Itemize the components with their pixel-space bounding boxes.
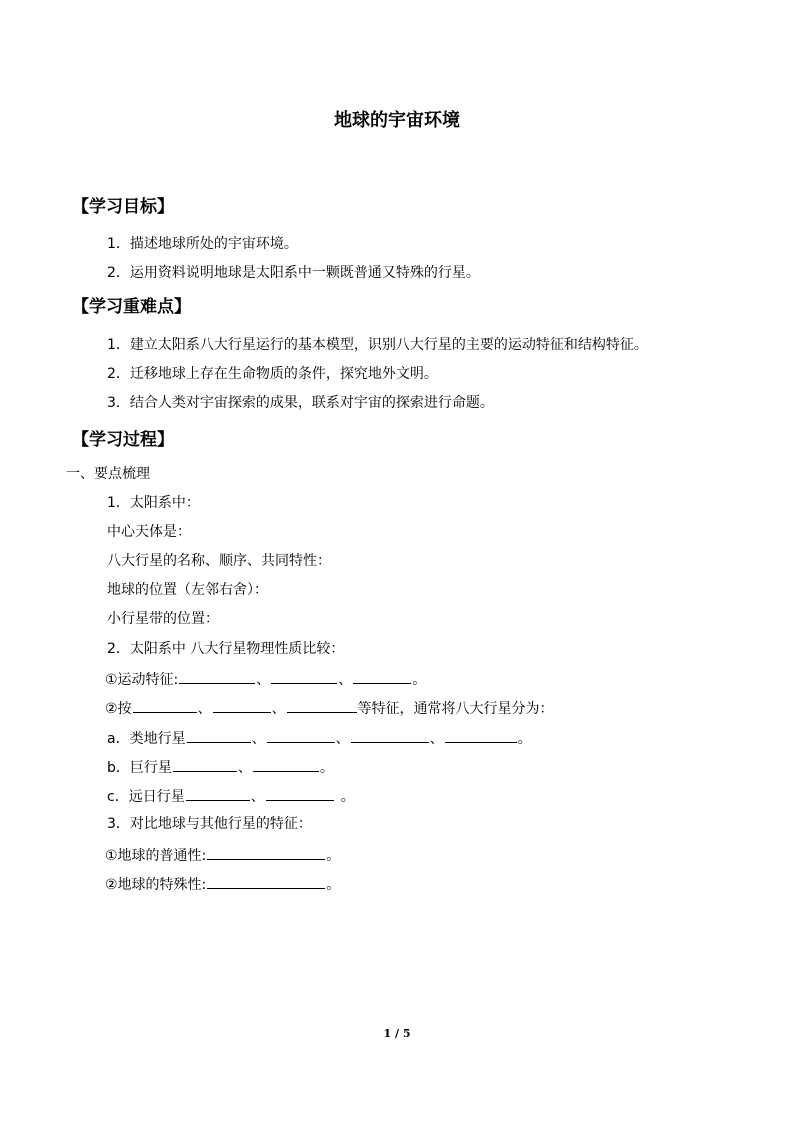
blank-field[interactable] — [133, 698, 197, 713]
classification-label: ②按 — [105, 701, 132, 717]
separator: 、 — [429, 731, 444, 747]
blank-field[interactable] — [207, 874, 325, 889]
commonness-label: ①地球的普通性: — [105, 848, 207, 864]
outer-label: c．远日行星 — [107, 789, 185, 805]
blank-field[interactable] — [445, 728, 517, 743]
line-earth-uniqueness — [105, 874, 340, 894]
blank-field[interactable] — [353, 669, 411, 684]
goal-item-1: 1．描述地球所处的宇宙环境。 — [107, 236, 298, 252]
uniqueness-label: ②地球的特殊性: — [105, 877, 207, 893]
line-outer-planets — [107, 786, 355, 806]
period: 。 — [517, 731, 532, 747]
line-compare-earth: 3．对比地球与其他行星的特征： — [107, 816, 312, 832]
classification-suffix: 等特征，通常将八大行星分为： — [357, 701, 554, 717]
separator: 、 — [271, 701, 286, 717]
blank-field[interactable] — [186, 786, 250, 801]
subheading-outline: 一、要点梳理 — [66, 466, 150, 482]
line-physical-comparison: 2．太阳系中 八大行星物理性质比较： — [107, 641, 345, 657]
period: 。 — [326, 877, 341, 893]
blank-field[interactable] — [351, 728, 429, 743]
heading-process: 【学习过程】 — [72, 430, 174, 450]
separator: 、 — [256, 672, 271, 688]
line-motion-features — [105, 669, 426, 689]
blank-field[interactable] — [207, 845, 325, 860]
motion-features-label: ①运动特征: — [105, 672, 179, 688]
separator: 、 — [335, 731, 350, 747]
blank-field[interactable] — [266, 786, 334, 801]
blank-field[interactable] — [287, 698, 357, 713]
separator: 、 — [197, 701, 212, 717]
blank-field[interactable] — [213, 698, 271, 713]
blank-field[interactable] — [253, 757, 319, 772]
blank-field[interactable] — [271, 669, 337, 684]
line-terrestrial-planets — [107, 728, 532, 748]
separator: 、 — [338, 672, 353, 688]
period: 。 — [340, 789, 355, 805]
blank-field[interactable] — [187, 728, 251, 743]
separator: 、 — [250, 789, 265, 805]
page-title: 地球的宇宙环境 — [334, 110, 460, 131]
line-classification — [105, 698, 554, 718]
period: 。 — [326, 848, 341, 864]
line-giant-planets — [107, 757, 334, 777]
key-point-item-2: 2．迁移地球上存在生命物质的条件，探究地外文明。 — [107, 366, 438, 382]
line-earth-position: 地球的位置（左邻右舍）： — [107, 582, 268, 598]
separator: 、 — [251, 731, 266, 747]
line-solar-system: 1．太阳系中： — [107, 495, 200, 511]
giant-label: b．巨行星 — [107, 760, 172, 776]
blank-field[interactable] — [179, 669, 255, 684]
key-point-item-1: 1．建立太阳系八大行星运行的基本模型，识别八大行星的主要的运动特征和结构特征。 — [107, 337, 648, 353]
line-central-body: 中心天体是： — [107, 524, 191, 540]
page-number: 1 / 5 — [383, 1027, 411, 1040]
separator: 、 — [237, 760, 252, 776]
line-earth-commonness — [105, 845, 340, 865]
goal-item-2: 2．运用资料说明地球是太阳系中一颗既普通又特殊的行星。 — [107, 265, 480, 281]
period: 。 — [412, 672, 427, 688]
heading-key-points: 【学习重难点】 — [72, 297, 191, 317]
key-point-item-3: 3．结合人类对宇宙探索的成果，联系对宇宙的探索进行命题。 — [107, 395, 494, 411]
period: 。 — [319, 760, 334, 776]
line-planets-names: 八大行星的名称、顺序、共同特性： — [107, 553, 331, 569]
terrestrial-label: a．类地行星 — [107, 731, 186, 747]
line-asteroid-belt: 小行星带的位置： — [107, 611, 219, 627]
heading-goals: 【学习目标】 — [72, 197, 174, 217]
blank-field[interactable] — [173, 757, 237, 772]
blank-field[interactable] — [267, 728, 335, 743]
